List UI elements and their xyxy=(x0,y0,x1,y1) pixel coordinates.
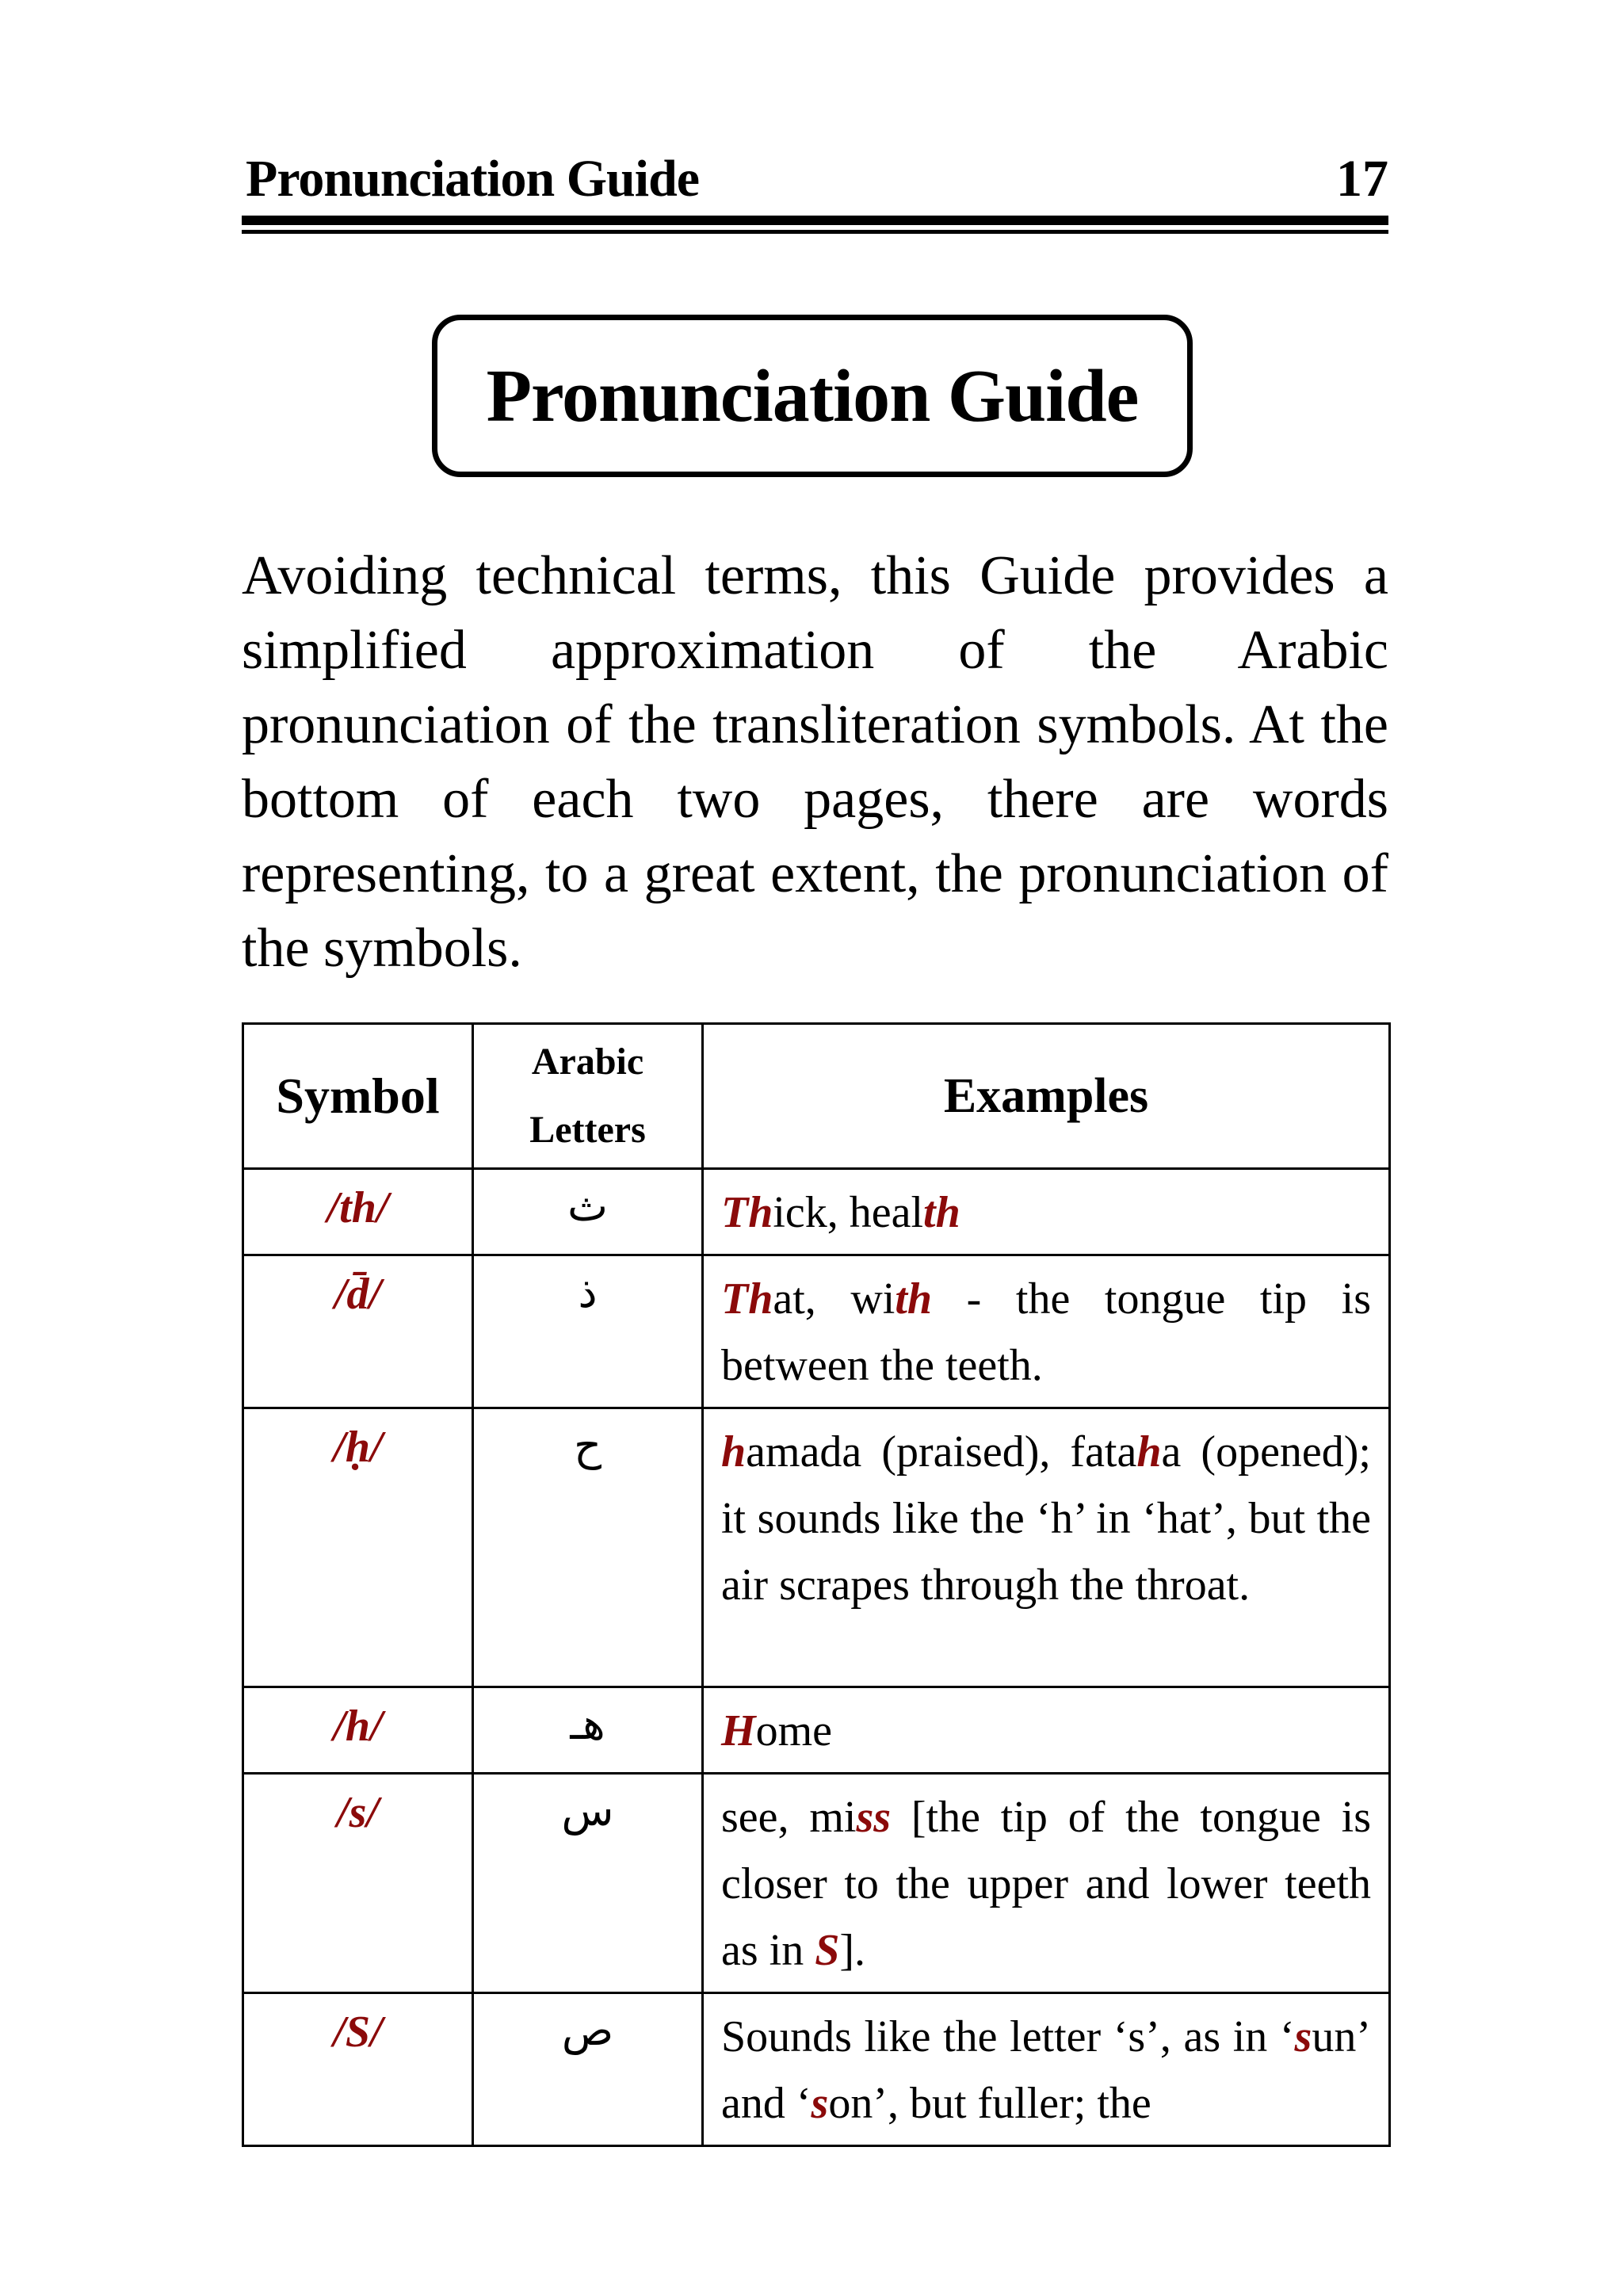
page-title: Pronunciation Guide xyxy=(432,315,1193,477)
arabic-letter-cell: ذ xyxy=(473,1255,703,1408)
arabic-letter-cell: ص xyxy=(473,1993,703,2146)
column-header-arabic-letters xyxy=(473,1024,703,1169)
pronunciation-table xyxy=(242,1022,1391,2147)
column-header-examples: Examples xyxy=(703,1024,1390,1169)
symbol-cell: /ḥ/ xyxy=(243,1408,473,1687)
table-row xyxy=(243,1993,1390,2146)
arabic-header-line2: Letters xyxy=(529,1109,646,1151)
example-cell: That, with - the tongue tip is between the teeth. xyxy=(703,1255,1390,1408)
arabic-letter-cell: ح xyxy=(473,1408,703,1687)
table-row xyxy=(243,1687,1390,1774)
arabic-letter-cell: ث xyxy=(473,1169,703,1255)
symbol-cell: /S/ xyxy=(243,1993,473,2146)
arabic-letter-cell: س xyxy=(473,1774,703,1993)
table-row xyxy=(243,1255,1390,1408)
table-row xyxy=(243,1774,1390,1993)
symbol-cell: /th/ xyxy=(243,1169,473,1255)
arabic-letter-cell: هـ xyxy=(473,1687,703,1774)
column-header-symbol: Symbol xyxy=(243,1024,473,1169)
table-row xyxy=(243,1169,1390,1255)
arabic-header-line1: Arabic xyxy=(531,1041,644,1083)
symbol-cell: /s/ xyxy=(243,1774,473,1993)
header-rule-thick xyxy=(242,216,1388,225)
symbol-cell: /h/ xyxy=(243,1687,473,1774)
example-cell: Thick, health xyxy=(703,1169,1390,1255)
table-header-row xyxy=(243,1024,1390,1169)
symbol-cell: /d̄/ xyxy=(243,1255,473,1408)
example-cell: Sounds like the letter ‘s’, as in ‘sun’ and ‘son’, but fuller; the xyxy=(703,1993,1390,2146)
table-row xyxy=(243,1408,1390,1687)
header-rule-thin xyxy=(242,230,1388,234)
intro-paragraph: Avoiding technical terms, this Guide provides a simplified approximation of the Arabic pronunciation of the transliteration symbols. At the bottom of each two pages, there are words representing, to a great extent, the pronunciation of the symbols. xyxy=(242,545,1388,979)
running-head xyxy=(242,143,1388,214)
page-number: 17 xyxy=(1336,150,1388,208)
example-cell: Home xyxy=(703,1687,1390,1774)
example-cell: see, miss [the tip of the tongue is closer to the upper and lower teeth as in S]. xyxy=(703,1774,1390,1993)
example-cell: hamada (praised), fataha (opened); it sounds like the ‘h’ in ‘hat’, but the air scrapes through the throat. xyxy=(703,1408,1390,1687)
running-title: Pronunciation Guide xyxy=(246,150,700,208)
